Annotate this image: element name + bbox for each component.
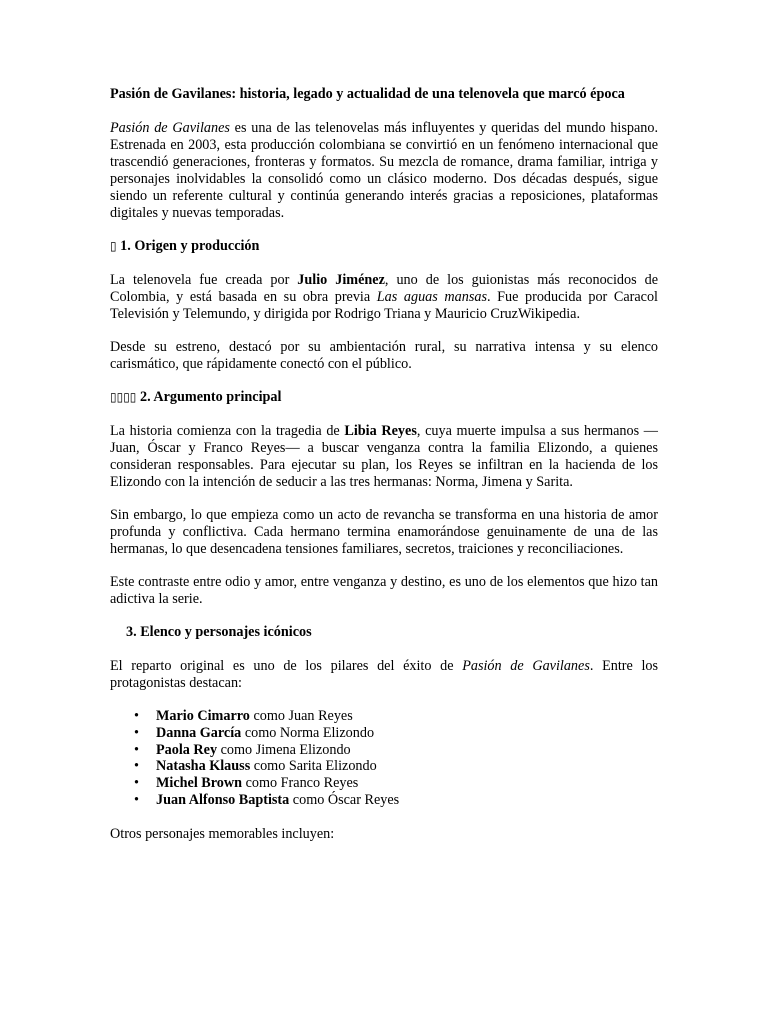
prior-work-title: Las aguas mansas (376, 289, 487, 305)
plot-text-a: La historia comienza con la tragedia de (110, 423, 345, 439)
character-name: Libia Reyes (344, 423, 417, 439)
role-text: como Sarita Elizondo (250, 758, 377, 775)
origin-text-a: La telenovela fue creada por (110, 272, 298, 288)
section-heading-plot-text: 2. Argumento principal (136, 389, 282, 405)
list-item (156, 758, 658, 775)
section-heading-origin (110, 238, 658, 255)
cast-text-b: . Entre los protagonistas destacan: (110, 658, 659, 691)
author-name: Julio Jiménez (297, 272, 385, 288)
cast-paragraph-1 (110, 658, 658, 692)
actor-name: Michel Brown (156, 775, 243, 792)
actor-name: Natasha Klauss (156, 758, 251, 775)
section-heading-plot (110, 389, 658, 406)
cast-paragraph-2: Otros personajes memorables incluyen: (110, 825, 335, 842)
actor-name: Paola Rey (156, 741, 218, 758)
actor-name: Danna García (156, 724, 242, 741)
origin-paragraph-1 (110, 272, 658, 323)
missing-glyph-icon: ▯ (110, 239, 117, 253)
plot-paragraph-2: Sin embargo, lo que empieza como un acto de revancha se transforma en una historia de amor profunda y conflictiva. Cada hermano termina enamorándose genuinamente de una de las hermanas, lo que desencadena tensiones familiares, secretos, traiciones y reconciliaciones. (110, 507, 658, 557)
list-item (156, 708, 658, 725)
cast-list (110, 708, 658, 809)
role-text: como Franco Reyes (242, 775, 359, 792)
intro-paragraph (110, 120, 658, 222)
origin-paragraph-2: Desde su estreno, destacó por su ambientación rural, su narrativa intensa y su elenco carismático, que rápidamente conectó con el público. (110, 339, 658, 372)
intro-text: es una de las telenovelas más influyentes y queridas del mundo hispano. Estrenada en 2003, esta producción colombiana se convirtió en un fenómeno internacional que trascendió generaciones, fronteras y formatos. Su mezcla de romance, drama familiar, intriga y personajes inolvidables la consolidó como un clásico moderno. Dos décadas después, sigue siendo un referente cultural y continúa generando interés gracias a reposiciones, plataformas digitales y nuevas temporadas. (110, 120, 658, 221)
role-text: como Norma Elizondo (241, 724, 375, 741)
document-page (110, 86, 658, 859)
role-text: como Óscar Reyes (289, 791, 400, 808)
missing-glyph-icons: ▯▯▯▯ (110, 390, 137, 404)
plot-text-b: , cuya muerte impulsa a sus hermanos —Juan, Óscar y Franco Reyes— a buscar venganza contra la familia Elizondo, a quienes consideran responsables. Para ejecutar su plan, los Reyes se infiltran en la hacienda de los Elizondo con la intención de seducir a las tres hermanas: Norma, Jimena y Sarita. (110, 423, 658, 490)
section-heading-cast: 3. Elenco y personajes icónicos (126, 624, 312, 640)
show-name-italic: Pasión de Gavilanes (110, 120, 230, 136)
list-item (156, 725, 658, 742)
plot-paragraph-1 (110, 423, 658, 491)
document-title: Pasión de Gavilanes: historia, legado y actualidad de una telenovela que marcó época (110, 86, 625, 102)
actor-name: Juan Alfonso Baptista (156, 791, 290, 808)
role-text: como Juan Reyes (249, 708, 353, 724)
list-item (156, 775, 658, 792)
cast-text-a: El reparto original es uno de los pilares del éxito de (110, 658, 463, 674)
role-text: como Jimena Elizondo (217, 741, 351, 758)
plot-paragraph-3: Este contraste entre odio y amor, entre venganza y destino, es uno de los elementos que hizo tan adictiva la serie. (110, 574, 658, 607)
actor-name: Mario Cimarro (156, 708, 250, 724)
list-item (156, 792, 658, 809)
show-name-italic-2: Pasión de Gavilanes (462, 658, 590, 674)
list-item (156, 742, 658, 759)
origin-text-b: , uno de los guionistas más reconocidos de Colombia, y está basada en su obra previa (110, 272, 659, 305)
section-heading-origin-text: 1. Origen y producción (116, 238, 260, 254)
origin-text-c: . Fue producida por Caracol Televisión y Telemundo, y dirigida por Rodrigo Triana y Mauricio CruzWikipedia. (110, 289, 658, 322)
